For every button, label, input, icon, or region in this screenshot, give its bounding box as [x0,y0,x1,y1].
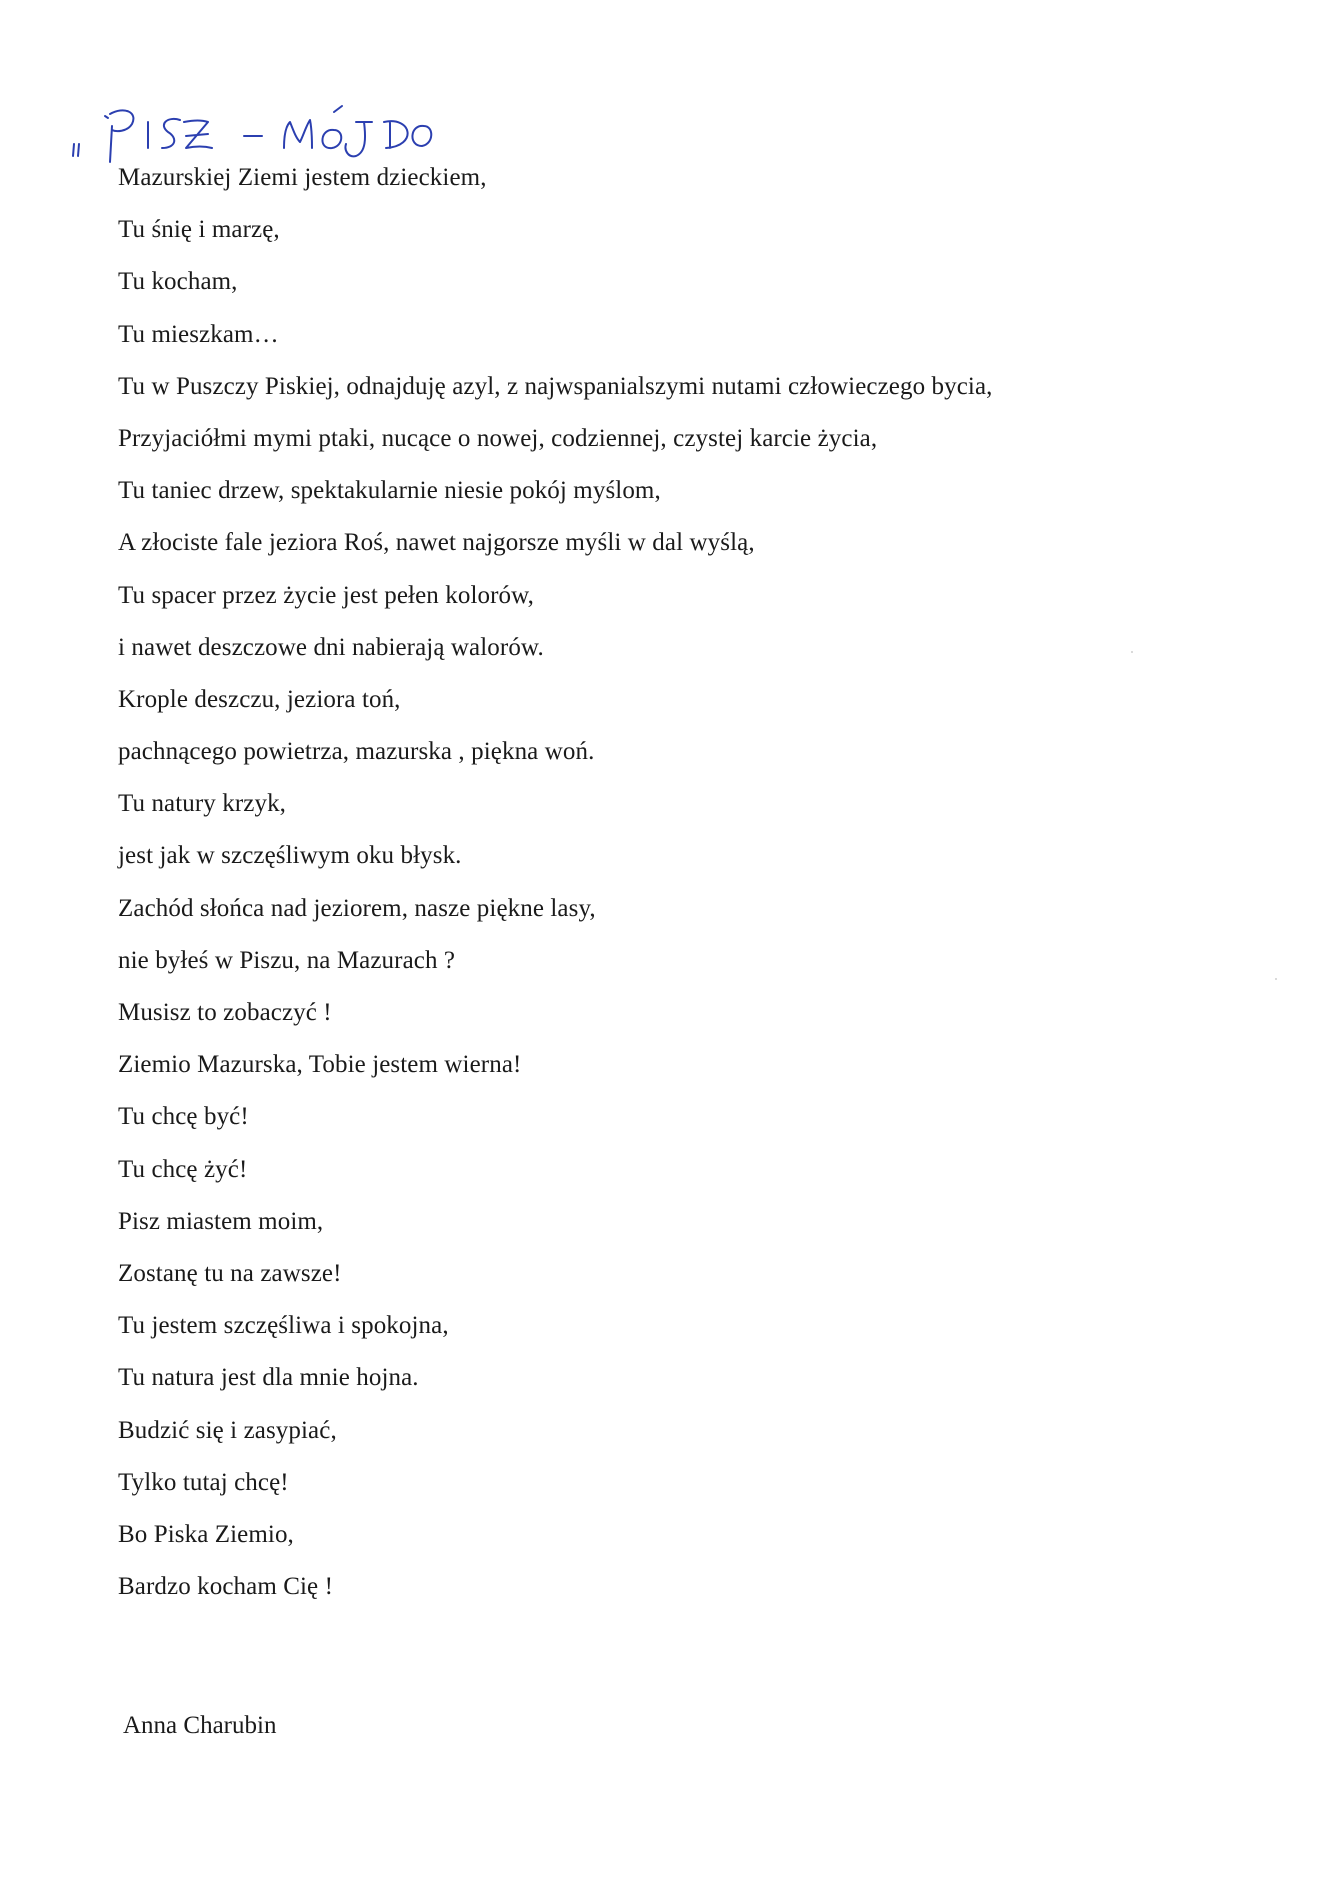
scan-speck [1275,978,1277,980]
poem-line: i nawet deszczowe dni nabierają walorów. [118,633,544,661]
poem-text [118,152,1268,1613]
poem-line: Tu spacer przez życie jest pełen kolorów, [118,581,534,609]
poem-line: Pisz miastem moim, [118,1207,324,1235]
poem-line: Musisz to zobaczyć ! [118,999,332,1026]
handwritten-title [72,82,432,162]
poem-line: Mazurskiej Ziemi jestem dzieckiem, [118,164,487,191]
poem-line: Tu śnię i marzę, [118,216,280,244]
poem-line: Tu natura jest dla mnie hojna. [118,1364,419,1392]
poem-line: Zostanę tu na zawsze! [118,1259,342,1287]
poem-line: A złociste fale jeziora Roś, nawet najgorsze myśli w dal wyślą, [118,529,755,557]
poem-line: Tu taniec drzew, spektakularnie niesie pokój myślom, [118,477,661,505]
poem-line: Tu natury krzyk, [118,790,287,818]
poem-line: Przyjaciółmi mymi ptaki, nucące o nowej, codziennej, czystej karcie życia, [118,424,878,452]
poem-line: Bardzo kocham Cię ! [118,1573,334,1601]
poem-line: nie byłeś w Piszu, na Mazurach ? [118,946,456,974]
poem-line: Tu mieszkam… [118,320,279,348]
opening-quote-mark [73,144,79,156]
scan-speck [1131,651,1133,653]
handwritten-title-drawing [72,82,432,162]
poem-line: Budzić się i zasypiać, [118,1416,337,1444]
poem-line: Tu kocham, [118,268,238,296]
poem-line: jest jak w szczęśliwym oku błysk. [118,842,462,870]
poem-line: Zachód słońca nad jeziorem, nasze piękne lasy, [118,894,596,922]
author-signature: Anna Charubin [123,1712,277,1739]
poem-line: Tu w Puszczy Piskiej, odnajduję azyl, z najwspanialszymi nutami człowieczego bycia, [118,372,993,400]
poem-line: Ziemio Mazurska, Tobie jestem wierna! [118,1051,522,1079]
poem-line: Tu chcę być! [118,1103,249,1131]
poem-line: Bo Piska Ziemio, [118,1520,294,1548]
poem-line: pachnącego powietrza, mazurska , piękna woń. [118,738,595,766]
poem-line: Tu jestem szczęśliwa i spokojna, [118,1312,449,1340]
poem-line: Tylko tutaj chcę! [118,1468,289,1496]
poem-line: Krople deszczu, jeziora toń, [118,685,401,713]
poem-line: Tu chcę żyć! [118,1155,248,1183]
